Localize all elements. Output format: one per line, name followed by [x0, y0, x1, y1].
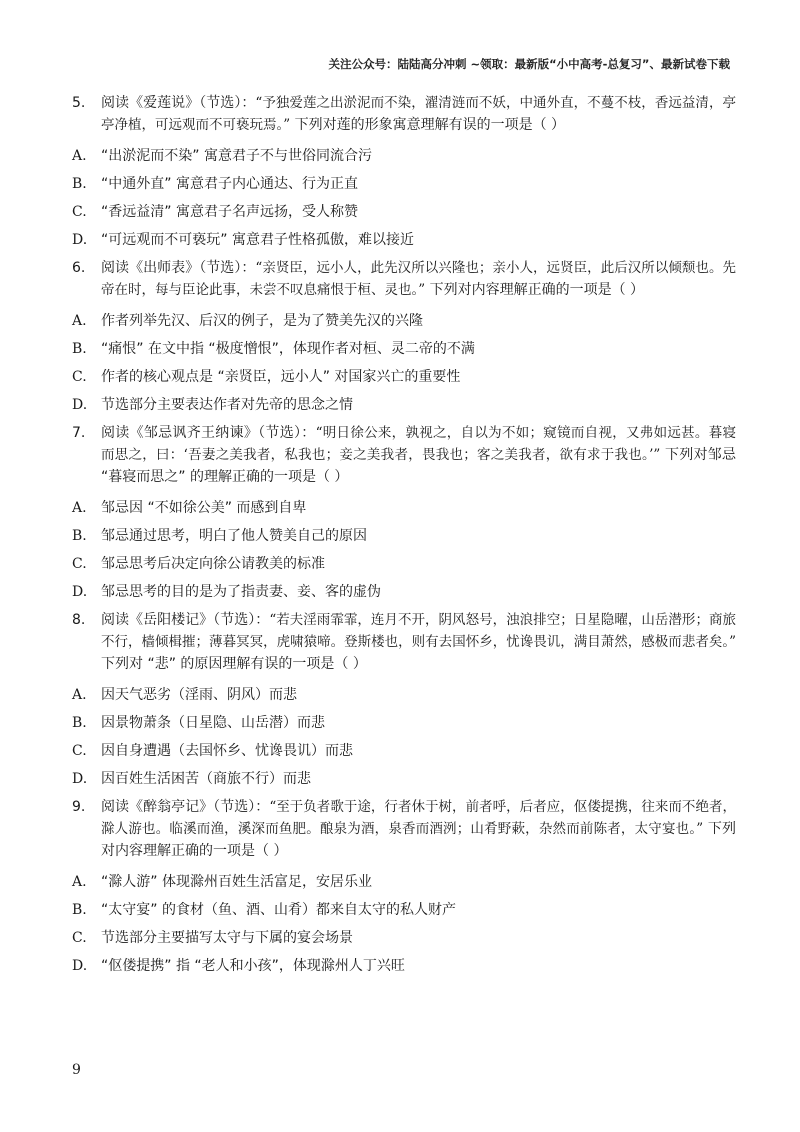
option-d	[72, 394, 736, 416]
question-number: 9.	[72, 799, 86, 815]
option-text: 节选部分主要描写太守与下属的宴会场景	[101, 930, 353, 946]
option-text: “痛恨” 在文中指 “极度憎恨”，体现作者对桓、灵二帝的不满	[101, 341, 475, 357]
option-text: “伛偻提携” 指 “老人和小孩”，体现滁州人丁兴旺	[101, 958, 405, 974]
option-letter: C.	[72, 930, 87, 946]
question-lead: 阅读《邹忌讽齐王纳谏》（节选）：	[101, 425, 316, 441]
option-letter: C.	[72, 204, 87, 220]
option-d	[72, 581, 736, 603]
option-text: 因天气恶劣（淫雨、阴风）而悲	[101, 687, 297, 703]
option-a	[72, 145, 736, 167]
question-group-9	[72, 796, 736, 977]
option-a	[72, 310, 736, 332]
option-letter: B.	[72, 176, 87, 192]
option-text: “可远观而不可亵玩” 寓意君子性格孤傲，难以接近	[101, 232, 414, 248]
question-passage: “亲贤臣，远小人，此先汉所以兴隆也；亲小人，远贤臣，此后汉所以倾颓也。先帝在时，每与臣论此事，未尝不叹息痛恨于桓、灵也。”	[101, 260, 736, 298]
question-passage: “明日徐公来，孰视之，自以为不如；窥镜而自视，又弗如远甚。暮寝而思之，曰：‘吾妻之美我者，私我也；妾之美我者，畏我也；客之美我者，欲有求于我也。’”	[101, 425, 737, 463]
option-b	[72, 899, 736, 921]
option-letter: A.	[72, 687, 87, 703]
option-text: 作者的核心观点是 “亲贤臣，远小人” 对国家兴亡的重要性	[101, 369, 461, 385]
option-b	[72, 712, 736, 734]
question-number: 5.	[72, 95, 86, 111]
question-group-6	[72, 257, 736, 416]
question-8	[72, 609, 736, 675]
option-b	[72, 338, 736, 360]
option-text: 节选部分主要表达作者对先帝的思念之情	[101, 397, 353, 413]
option-text: “出淤泥而不染” 寓意君子不与世俗同流合污	[101, 148, 372, 164]
question-prompt: 下列对 “悲” 的原因理解有误的一项是（ ）	[101, 656, 367, 672]
option-letter: C.	[72, 556, 87, 572]
option-text: 邹忌因 “不如徐公美” 而感到自卑	[101, 500, 307, 516]
question-passage: “若夫淫雨霏霏，连月不开，阴风怒号，浊浪排空；日星隐曜，山岳潜形；商旅不行，樯倾楫摧；薄暮冥冥，虎啸猿啼。登斯楼也，则有去国怀乡，忧谗畏讥，满目萧然，感极而悲者矣。”	[101, 612, 737, 650]
option-text: 邹忌通过思考，明白了他人赞美自己的原因	[101, 528, 367, 544]
question-lead: 阅读《醉翁亭记》（节选）：	[101, 799, 270, 815]
option-letter: A.	[72, 313, 87, 329]
option-text: 因百姓生活困苦（商旅不行）而悲	[101, 771, 311, 787]
question-6	[72, 257, 736, 301]
option-text: 邹忌思考后决定向徐公请教美的标准	[101, 556, 325, 572]
option-letter: B.	[72, 902, 87, 918]
question-prompt: 下列对内容理解正确的一项是（ ）	[425, 282, 645, 298]
question-7	[72, 422, 736, 488]
option-letter: D.	[72, 584, 88, 600]
option-text: 作者列举先汉、后汉的例子，是为了赞美先汉的兴隆	[101, 313, 423, 329]
option-c	[72, 201, 736, 223]
question-number: 6.	[72, 260, 86, 276]
option-letter: D.	[72, 232, 88, 248]
option-c	[72, 740, 736, 762]
option-a	[72, 497, 736, 519]
option-d	[72, 229, 736, 251]
question-number: 8.	[72, 612, 86, 628]
option-letter: C.	[72, 743, 87, 759]
option-letter: A.	[72, 148, 87, 164]
option-text: “太守宴” 的食材（鱼、酒、山肴）都来自太守的私人财产	[101, 902, 456, 918]
header-note: 关注公众号：陆陆高分冲刺 ~领取：最新版“小中高考-总复习”、最新试卷下载	[328, 57, 730, 71]
option-letter: C.	[72, 369, 87, 385]
option-text: “中通外直” 寓意君子内心通达、行为正直	[101, 176, 358, 192]
option-b	[72, 173, 736, 195]
option-letter: D.	[72, 771, 88, 787]
question-prompt: 下列对莲的形象寓意理解有误的一项是（ ）	[290, 117, 566, 133]
question-group-8	[72, 609, 736, 790]
option-a	[72, 684, 736, 706]
option-c	[72, 927, 736, 949]
option-letter: A.	[72, 500, 87, 516]
option-text: 因自身遭遇（去国怀乡、忧谗畏讥）而悲	[101, 743, 353, 759]
question-9	[72, 796, 736, 862]
option-letter: B.	[72, 341, 87, 357]
question-5	[72, 92, 736, 136]
option-letter: D.	[72, 958, 88, 974]
question-lead: 阅读《爱莲说》（节选）：	[101, 95, 256, 111]
option-a	[72, 871, 736, 893]
option-d	[72, 768, 736, 790]
question-number: 7.	[72, 425, 86, 441]
question-passage: “予独爱莲之出淤泥而不染，濯清涟而不妖，中通外直，不蔓不枝，香远益清，亭亭净植，可远观而不可亵玩焉。”	[101, 95, 736, 133]
option-c	[72, 553, 736, 575]
option-d	[72, 955, 736, 977]
question-prompt: 下列对内容理解正确的一项是（ ）	[101, 821, 737, 859]
question-lead: 阅读《出师表》（节选）：	[101, 260, 256, 276]
option-letter: B.	[72, 715, 87, 731]
option-text: “滁人游” 体现滁州百姓生活富足，安居乐业	[101, 874, 372, 890]
question-lead: 阅读《岳阳楼记》（节选）：	[101, 612, 270, 628]
page-number: 9	[72, 1062, 81, 1078]
question-group-7	[72, 422, 736, 603]
option-b	[72, 525, 736, 547]
option-letter: B.	[72, 528, 87, 544]
option-letter: A.	[72, 874, 87, 890]
question-list	[72, 92, 736, 983]
option-text: “香远益清” 寓意君子名声远扬，受人称赞	[101, 204, 358, 220]
option-letter: D.	[72, 397, 88, 413]
option-text: 邹忌思考的目的是为了指责妻、妾、客的虚伪	[101, 584, 381, 600]
option-text: 因景物萧条（日星隐、山岳潜）而悲	[101, 715, 325, 731]
question-passage: “至于负者歌于途，行者休于树，前者呼，后者应，伛偻提携，往来而不绝者，滁人游也。临溪而渔，溪深而鱼肥。酿泉为酒，泉香而酒洌；山肴野蔌，杂然而前陈者，太守宴也。”	[101, 799, 737, 837]
question-group-5	[72, 92, 736, 251]
option-c	[72, 366, 736, 388]
question-prompt: 下列对邹忌 “暮寝而思之” 的理解正确的一项是（ ）	[101, 447, 736, 485]
